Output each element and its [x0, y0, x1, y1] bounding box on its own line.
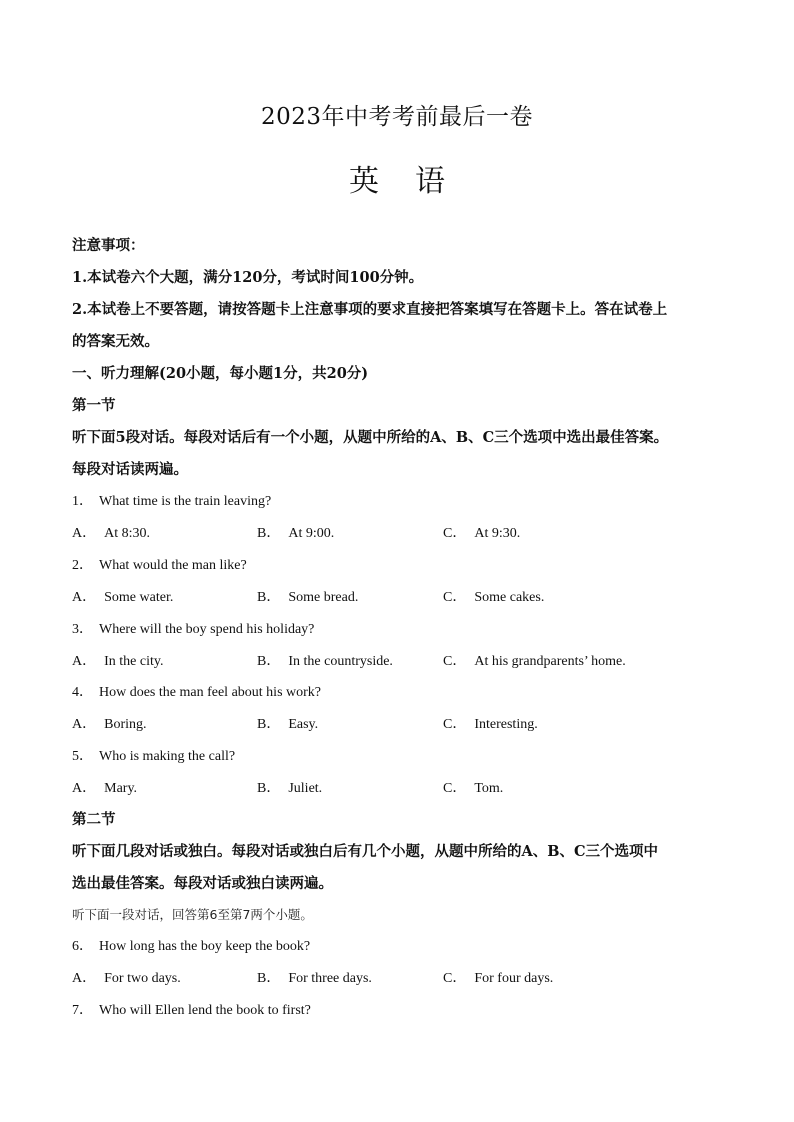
notice-heading: 注意事项：	[72, 237, 145, 254]
option-a: A． Some water.	[72, 590, 174, 605]
option-b: B． Juliet.	[257, 781, 323, 796]
question-3	[72, 618, 314, 638]
section-1-heading: 第一节	[72, 397, 116, 414]
option-c: C． Some cakes.	[443, 590, 545, 605]
question-text: Who will Ellen lend the book to first?	[99, 1003, 311, 1018]
question-text: How long has the boy keep the book?	[99, 939, 311, 954]
notice-item-2-line-1: 2.本试卷上不要答题，请按答题卡上注意事项的要求直接把答案填写在答题卡上。答在试卷上	[72, 301, 668, 318]
question-text: Where will the boy spend his holiday?	[99, 622, 315, 637]
section-2-sub-instruction: 听下面一段对话，回答第6至第7两个小题。	[72, 907, 313, 922]
question-text: How does the man feel about his work?	[99, 685, 321, 700]
question-text: What time is the train leaving?	[99, 494, 272, 509]
option-c: C． At 9:30.	[443, 526, 521, 541]
question-2	[72, 554, 247, 574]
option-a: A． For two days.	[72, 971, 181, 986]
notice-item-2-line-2: 的答案无效。	[72, 333, 159, 350]
option-b: B． Easy.	[257, 717, 319, 732]
option-a: A． Boring.	[72, 717, 147, 732]
question-7	[72, 999, 311, 1019]
exam-title: 2023年中考考前最后一卷	[260, 104, 534, 130]
question-1	[72, 490, 271, 510]
question-number: 5．	[72, 749, 93, 764]
section-2-instruction-line-2: 选出最佳答案。每段对话或独白读两遍。	[72, 875, 333, 892]
section-1-instruction-line-2: 每段对话读两遍。	[72, 461, 188, 478]
question-5	[72, 745, 235, 765]
question-text: What would the man like?	[99, 558, 247, 573]
option-c: C． Interesting.	[443, 717, 538, 732]
subject-title: 英语	[349, 164, 481, 199]
notice-item-1: 1.本试卷六个大题，满分120分，考试时间100分钟。	[72, 269, 424, 286]
question-number: 6．	[72, 939, 93, 954]
option-c: C． At his grandparents’ home.	[443, 654, 626, 669]
option-a: A． In the city.	[72, 654, 164, 669]
option-c: C． For four days.	[443, 971, 554, 986]
section-2-instruction-line-1: 听下面几段对话或独白。每段对话或独白后有几个小题，从题中所给的A、B、C三个选项中	[72, 843, 659, 860]
question-4	[72, 681, 321, 701]
option-a: A． Mary.	[72, 781, 138, 796]
section-2-heading: 第二节	[72, 811, 116, 828]
question-6	[72, 935, 310, 955]
question-number: 4．	[72, 685, 93, 700]
question-number: 3．	[72, 622, 93, 637]
part-heading: 一、听力理解(20小题，每小题1分，共20分)	[72, 365, 369, 382]
section-1-instruction-line-1: 听下面5段对话。每段对话后有一个小题，从题中所给的A、B、C三个选项中选出最佳答案。	[72, 429, 669, 446]
option-b: B． At 9:00.	[257, 526, 335, 541]
question-number: 7．	[72, 1003, 93, 1018]
option-b: B． Some bread.	[257, 590, 359, 605]
option-b: B． For three days.	[257, 971, 372, 986]
option-a: A． At 8:30.	[72, 526, 151, 541]
option-c: C． Tom.	[443, 781, 504, 796]
question-text: Who is making the call?	[99, 749, 236, 764]
question-number: 1．	[72, 494, 93, 509]
question-number: 2．	[72, 558, 93, 573]
option-b: B． In the countryside.	[257, 654, 393, 669]
